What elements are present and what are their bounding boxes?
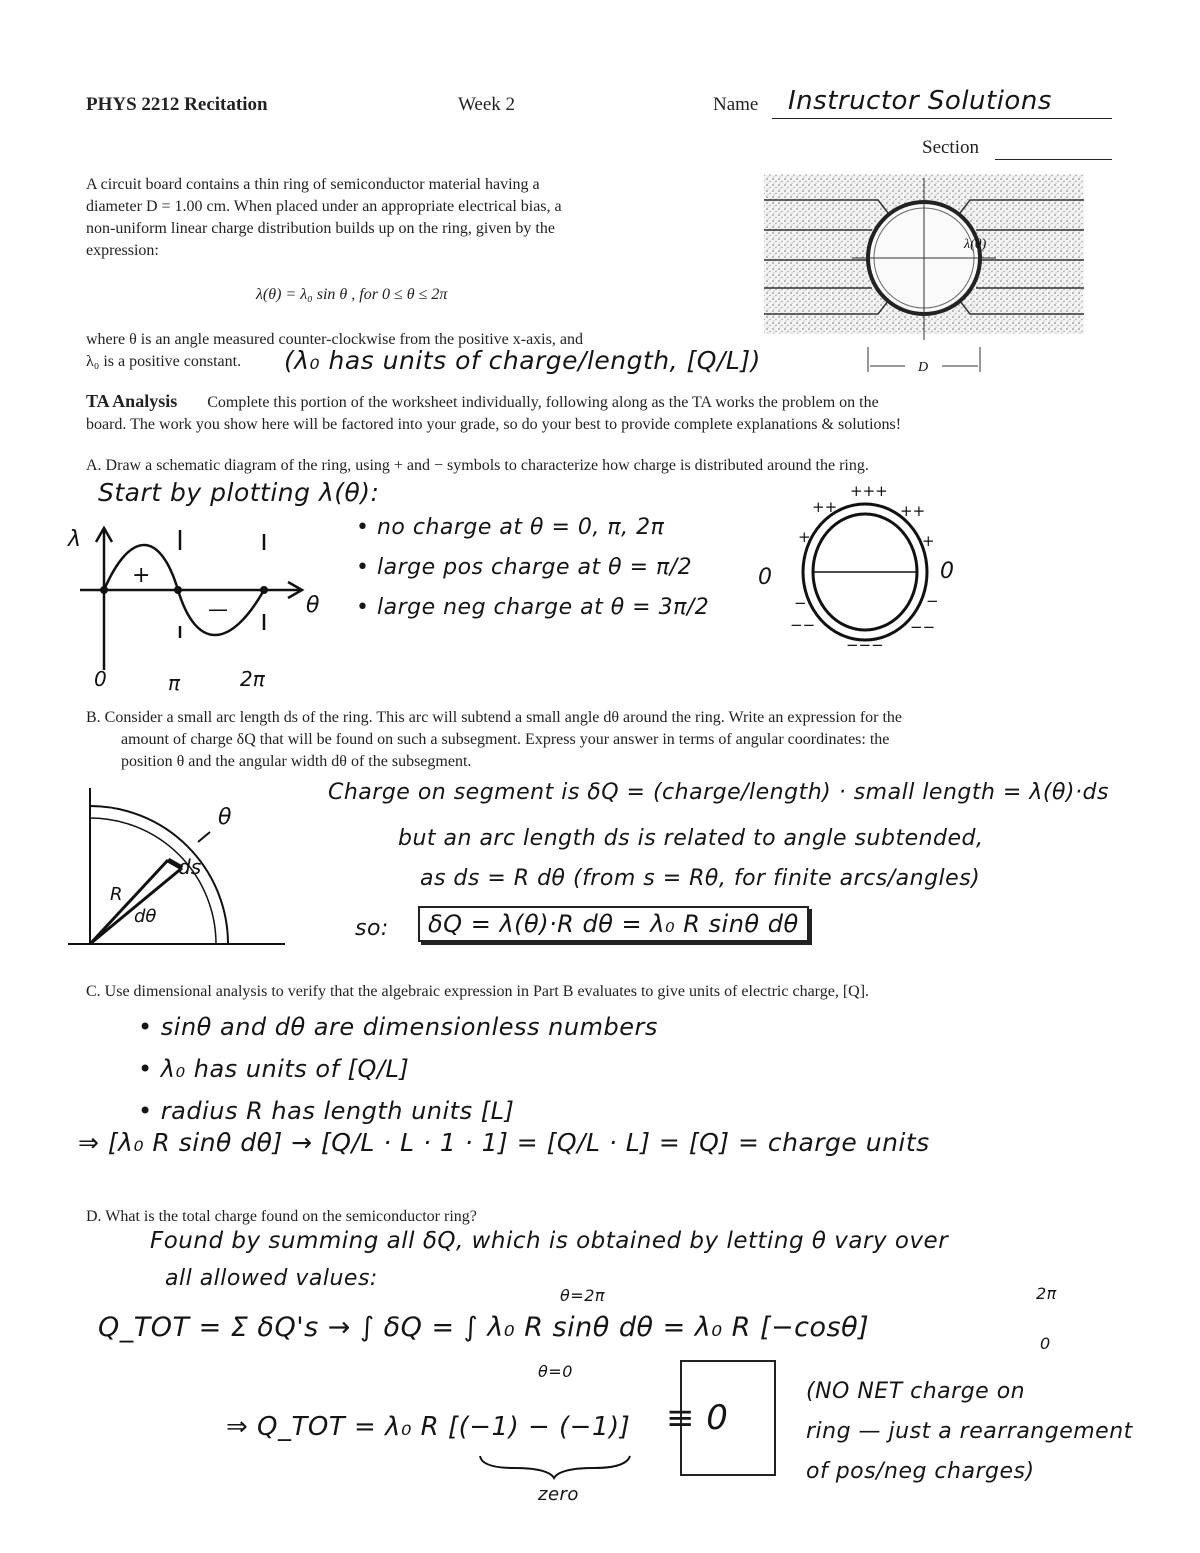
svg-text:−: − (794, 594, 807, 612)
part-d-prompt: D. What is the total charge found on the semiconductor ring? (86, 1208, 477, 1225)
intro-after-text: where θ is an angle measured counter-clockwise from the positive x-axis, and λ₀ is a positive constant. (86, 331, 583, 370)
part-d-hand-line2: all allowed values: (165, 1266, 378, 1291)
graph-y-label: λ (68, 527, 82, 552)
svg-text:++: ++ (812, 498, 838, 516)
svg-text:++: ++ (900, 502, 926, 520)
graph-tick-0: 0 (94, 667, 107, 691)
part-b-so: so: (355, 916, 389, 941)
svg-text:−−: −− (790, 616, 816, 634)
fig-r-label: R (110, 884, 123, 905)
part-d-integral-equation: Q_TOT = Σ δQ's → ∫ δQ = ∫ λ₀ R sinθ dθ = λ₀ R [−cosθ] (98, 1312, 870, 1343)
part-d-eval-upper: 2π (1036, 1284, 1057, 1303)
graph-plus-label: + (132, 563, 151, 588)
week-label: Week 2 (458, 94, 516, 115)
svg-text:+: + (798, 528, 811, 546)
units-note: (λ₀ has units of charge/length, [Q/L]) (284, 346, 761, 375)
part-d-upper-limit: θ=2π (560, 1286, 606, 1305)
part-a-hand-title: Start by plotting λ(θ): (98, 478, 380, 507)
part-d-lower-limit: θ=0 (538, 1362, 573, 1381)
section-field[interactable] (995, 159, 1112, 160)
circuit-ring-figure (760, 172, 1090, 375)
name-value[interactable]: Instructor Solutions (788, 86, 1052, 116)
section-label: Section (922, 137, 979, 158)
svg-text:+: + (922, 532, 935, 550)
part-c-bullets: • sinθ and dθ are dimensionless numbers • λ₀ has units of [Q/L] • radius R has length units [L] (138, 1013, 658, 1125)
part-c-result: ⇒ [λ₀ R sinθ dθ] → [Q/L · L · 1 · 1] = [Q/L · L] = [Q] = charge units (78, 1128, 930, 1157)
ring-left-zero: 0 (758, 565, 772, 590)
zero-brace (474, 1452, 644, 1482)
part-d-eval-lower: 0 (1040, 1334, 1051, 1353)
graph-x-label: θ (306, 593, 320, 618)
zero-label: zero (538, 1484, 579, 1505)
arc-length-figure (60, 780, 290, 950)
zero-answer: ≡ 0 (666, 1398, 729, 1438)
ta-analysis-block: TA Analysis Complete this portion of the worksheet individually, following along as the TA works the problem on the board. The work you show here will be factored into your grade, so do your best to provide complete explanations & solutions! (86, 391, 902, 433)
fig-ds-label: ds (178, 855, 202, 879)
part-b-prompt: B. Consider a small arc length ds of the ring. This arc will subtend a small angle dθ around the ring. Write an expression for the amount of charge δQ that will be found on such a subsegment. Express your answer in terms of angular coordinates: the position θ and the angular width dθ of the subsegment. (86, 709, 903, 770)
part-b-hand-line1: Charge on segment is δQ = (charge/length) · small length = λ(θ)·ds (328, 780, 1109, 805)
graph-tick-2pi: 2π (240, 667, 265, 691)
name-label: Name (713, 94, 759, 115)
no-net-charge-note: (NO NET charge on ring — just a rearrangement of pos/neg charges) (806, 1379, 1133, 1484)
svg-text:−: − (926, 592, 939, 610)
fig-dtheta-label: dθ (134, 906, 157, 927)
course-title: PHYS 2212 Recitation (86, 94, 268, 115)
name-underline (772, 118, 1112, 119)
svg-text:−−−: −−− (846, 636, 884, 654)
svg-text:−−: −− (910, 618, 936, 636)
fig-theta-label: θ (218, 805, 232, 830)
charge-distribution-equation: λ(θ) = λ₀ sin θ , for 0 ≤ θ ≤ 2π (256, 286, 448, 303)
graph-tick-pi: π (168, 671, 181, 695)
ring-right-zero: 0 (940, 559, 954, 584)
part-d-hand-line1: Found by summing all δQ, which is obtained by letting θ vary over (150, 1228, 949, 1254)
part-a-bullets: • no charge at θ = 0, π, 2π • large pos charge at θ = π/2 • large neg charge at θ = 3π/2 (356, 515, 710, 620)
svg-text:+++: +++ (850, 482, 888, 500)
charged-ring-sketch (750, 484, 980, 659)
figure-d-label: D (918, 360, 929, 375)
part-b-hand-line2: but an arc length ds is related to angle subtended, (398, 826, 984, 851)
part-b-hand-line3: as ds = R dθ (from s = Rθ, for finite arcs/angles) (420, 866, 981, 891)
lambda-vs-theta-graph (60, 520, 340, 700)
part-b-result-box: δQ = λ(θ)·R dθ = λ₀ R sinθ dθ (418, 906, 809, 942)
graph-minus-label: — (208, 597, 228, 621)
intro-text: A circuit board contains a thin ring of semiconductor material having a diameter D = 1.00 cm. When placed under an appropriate electrical bias, a non-uniform linear charge distribution builds up on the ring, given by the expression: (86, 176, 562, 259)
part-a-prompt: A. Draw a schematic diagram of the ring, using + and − symbols to characterize how charge is distributed around the ring. (86, 457, 869, 474)
part-d-final-equation: ⇒ Q_TOT = λ₀ R [(−1) − (−1)] (226, 1412, 631, 1442)
part-c-prompt: C. Use dimensional analysis to verify that the algebraic expression in Part B evaluates to give units of electric charge, [Q]. (86, 983, 870, 1000)
figure-lambda-label: λ(θ) (964, 237, 987, 252)
